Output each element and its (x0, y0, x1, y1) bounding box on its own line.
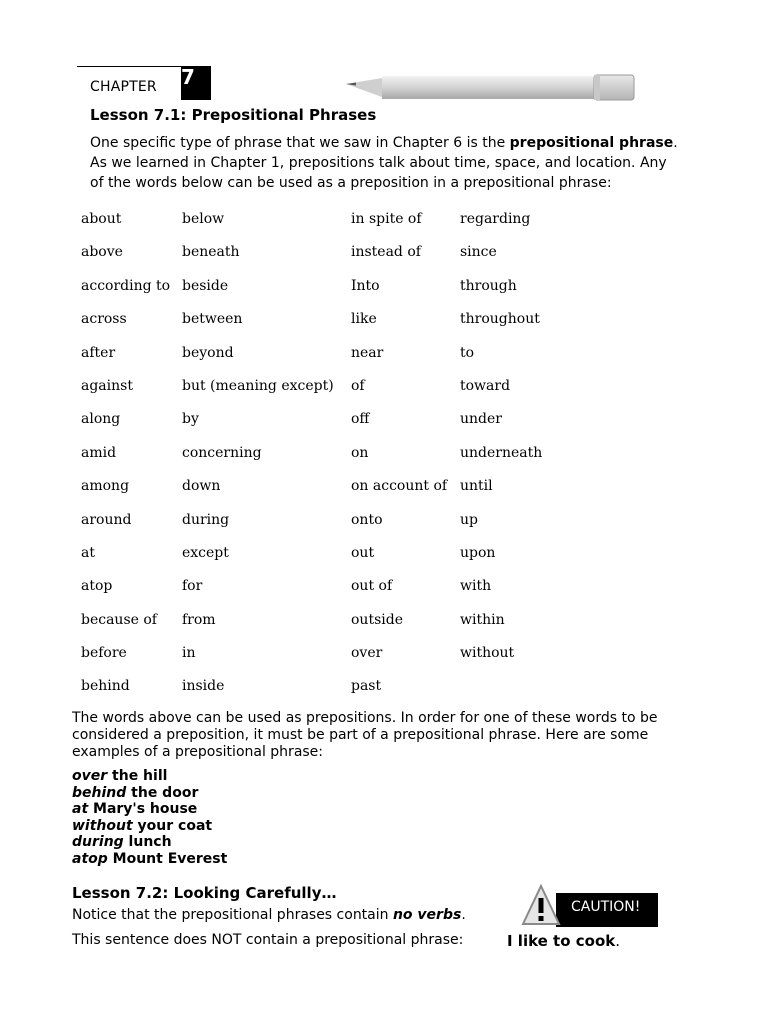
example-phrase (72, 818, 227, 835)
preposition-word: up (460, 511, 478, 528)
notice-text-b: . (461, 907, 466, 923)
preposition-word: beyond (182, 344, 234, 361)
preposition-word: upon (460, 544, 496, 561)
example-object: the door (126, 784, 199, 801)
preposition-word: within (460, 611, 505, 628)
pencil-icon (344, 70, 640, 104)
preposition-word: before (81, 645, 127, 662)
preposition-word: atop (81, 578, 113, 595)
example-phrase (72, 768, 227, 785)
preposition-word: outside (351, 611, 403, 628)
preposition-word: below (182, 211, 225, 227)
preposition-word: above (81, 244, 123, 261)
chapter-number: 7 (181, 65, 195, 89)
preposition-word: in (182, 645, 196, 662)
preposition-word: near (351, 344, 384, 361)
example-sentence-end: . (615, 932, 621, 950)
preposition-word: in spite of (351, 211, 422, 227)
preposition-word: because of (81, 611, 157, 628)
example-phrase (72, 801, 227, 818)
preposition-word: amid (81, 444, 117, 461)
explanation-paragraph: The words above can be used as prepositions. In order for one of these words to be considered a preposition, it must be part of a prepositional phrase. Here are some examples of a prepositional phrase: (72, 710, 658, 760)
example-preposition: without (72, 817, 133, 834)
example-preposition: over (72, 768, 108, 784)
preposition-word: throughout (460, 311, 540, 328)
example-object: lunch (123, 834, 172, 850)
preposition-word: against (81, 377, 133, 394)
preposition-word: down (182, 478, 221, 495)
preposition-word: between (182, 311, 243, 328)
preposition-word: with (460, 578, 492, 595)
preposition-word: onto (351, 511, 383, 528)
preposition-word: except (182, 544, 229, 561)
intro-line-2: As we learned in Chapter 1, prepositions talk about time, space, and location. Any (90, 155, 667, 171)
preposition-word: on account of (351, 478, 448, 495)
preposition-word: under (460, 411, 502, 428)
preposition-word: about (81, 211, 122, 227)
notice-text (72, 907, 466, 923)
preposition-word: from (182, 611, 216, 628)
example-preposition: at (72, 801, 89, 817)
preposition-word: like (351, 311, 377, 328)
preposition-word: among (81, 478, 130, 495)
caution-label: CAUTION! (571, 899, 641, 915)
example-sentence (507, 932, 620, 950)
preposition-word: on (351, 444, 369, 461)
example-object: Mount Everest (107, 850, 228, 867)
example-phrase (72, 834, 227, 851)
preposition-word: but (meaning except) (182, 377, 334, 394)
intro-text-end: . (673, 135, 678, 151)
preposition-word: over (351, 645, 383, 662)
preposition-word: at (81, 544, 95, 561)
preposition-word: out (351, 544, 375, 561)
preposition-word: until (460, 478, 493, 495)
preposition-word: along (81, 411, 121, 428)
preposition-word: across (81, 311, 127, 328)
example-list (72, 768, 227, 867)
notice-emphasis: no verbs (392, 907, 462, 923)
preposition-word: without (460, 645, 515, 662)
preposition-word: instead of (351, 244, 421, 261)
preposition-word: off (351, 411, 370, 428)
preposition-word: out of (351, 578, 393, 595)
preposition-word: through (460, 277, 517, 294)
preposition-word: underneath (460, 444, 543, 461)
intro-text: One specific type of phrase that we saw in Chapter 6 is the (90, 135, 510, 151)
example-object: Mary's house (88, 801, 198, 817)
preposition-word: Into (351, 277, 380, 294)
preposition-word: toward (460, 377, 511, 394)
preposition-word: beneath (182, 244, 240, 261)
preposition-word: around (81, 511, 132, 528)
example-phrase (72, 851, 227, 868)
caution-badge (556, 893, 658, 927)
example-preposition: during (72, 834, 124, 850)
example-preposition: behind (72, 784, 127, 801)
chapter-label: CHAPTER (90, 79, 157, 95)
preposition-word: of (351, 377, 365, 394)
preposition-word: during (182, 511, 230, 528)
example-object: your coat (132, 817, 213, 834)
lesson-title: Lesson 7.1: Prepositional Phrases (90, 106, 377, 124)
preposition-word: since (460, 244, 497, 261)
chapter-rule (77, 66, 181, 67)
preposition-word: after (81, 344, 116, 361)
preposition-word: regarding (460, 211, 531, 227)
warning-triangle-icon (521, 884, 561, 928)
notice-text-a: Notice that the prepositional phrases contain (72, 907, 393, 923)
preposition-word: concerning (182, 444, 262, 461)
preposition-word: behind (81, 678, 130, 695)
intro-line-3: of the words below can be used as a preposition in a prepositional phrase: (90, 175, 612, 191)
preposition-word: by (182, 411, 199, 428)
preposition-word: past (351, 678, 382, 695)
example-phrase (72, 785, 227, 802)
example-sentence-bold: I like to cook (507, 932, 616, 950)
preposition-word: to (460, 344, 475, 361)
preposition-word: according to (81, 277, 171, 294)
intro-bold-term: prepositional phrase (509, 135, 674, 151)
intro-paragraph (90, 133, 690, 193)
example-object: the hill (107, 768, 168, 784)
preposition-word: for (182, 578, 203, 595)
lesson-2-title: Lesson 7.2: Looking Carefully… (72, 884, 337, 902)
preposition-word: inside (182, 678, 225, 695)
preposition-word: beside (182, 277, 229, 294)
chapter-number-box (181, 66, 211, 100)
example-preposition: atop (72, 850, 108, 867)
sentence-text: This sentence does NOT contain a prepositional phrase: (72, 932, 464, 948)
